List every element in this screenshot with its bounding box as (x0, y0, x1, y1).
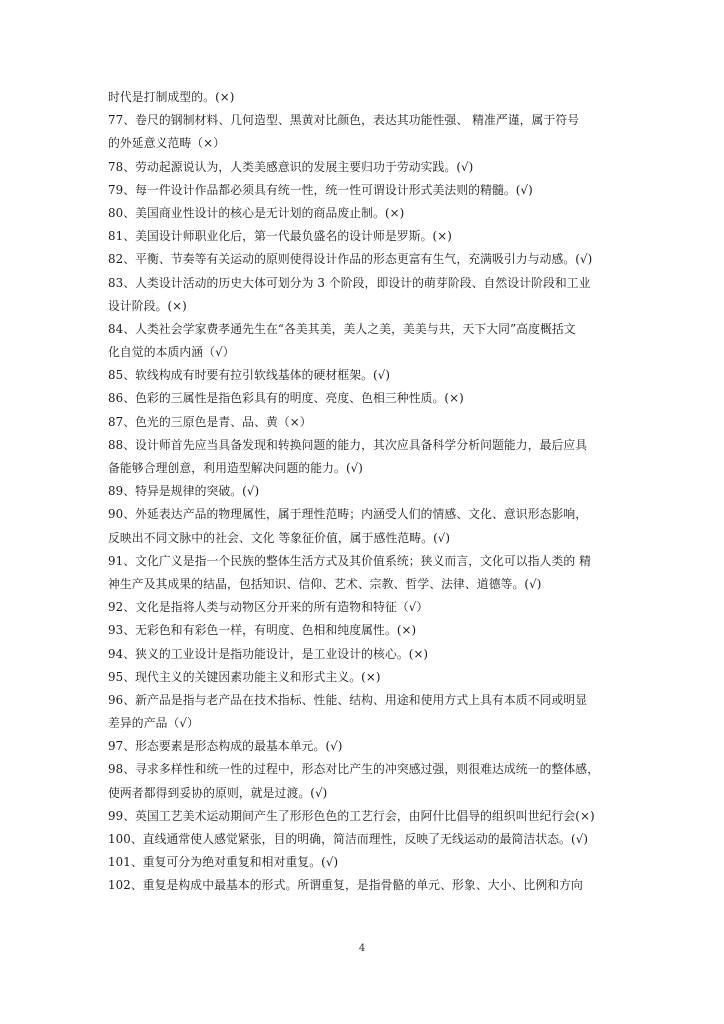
text-line: 102、重复是构成中最基本的形式。所谓重复，是指骨骼的单元、形象、大小、比例和方向 (108, 878, 583, 893)
text-line: 91、文化广义是指一个民族的整体生活方式及其价值系统；狭义而言，文化可以指人类的 精 (108, 553, 592, 568)
document-body (108, 86, 628, 898)
text-line: 反映出不同文脉中的社会、文化 等象征价值，属于感性范畴。(√) (108, 530, 451, 545)
text-line: 的外延意义范畴（×） (108, 136, 226, 151)
text-line: 79、每一件设计作品都必须具有统一性，统一性可谓设计形式美法则的精髓。(√) (108, 182, 533, 197)
text-line: 92、文化是指将人类与动物区分开来的所有造物和特征（√） (108, 600, 429, 615)
text-line: 89、特异是规律的突破。(√) (108, 484, 260, 499)
text-line: 差异的产品（√） (108, 716, 199, 731)
text-line: 77、卷尺的钢制材料、几何造型、黑黄对比颜色，表达其功能性强、 精准严谨，属于符号 (108, 113, 580, 128)
text-line: 99、英国工艺美术运动期间产生了形形色色的工艺行会，由阿什比倡导的组织叫世纪行会(×) (108, 808, 595, 823)
text-line: 86、色彩的三属性是指色彩具有的明度、亮度、色相三种性质。(×) (108, 391, 464, 406)
text-line: 93、无彩色和有彩色一样，有明度、色相和纯度属性。(×) (108, 623, 417, 638)
text-line: 100、直线通常使人感觉紧张，目的明确，简洁而理性，反映了无线运动的最简洁状态。(√) (108, 832, 589, 846)
text-line: 95、现代主义的关键因素功能主义和形式主义。(×) (108, 669, 381, 684)
text-line: 96、新产品是指与老产品在技术指标、性能、结构、用途和使用方式上具有本质不同或明显 (108, 692, 588, 707)
text-line: 83、人类设计活动的历史大体可划分为 3 个阶段，即设计的萌芽阶段、自然设计阶段和工业 (108, 275, 591, 290)
text-line: 88、设计师首先应当具备发现和转换问题的能力，其次应具备科学分析问题能力，最后应具 (108, 437, 588, 452)
text-line: 81、美国设计师职业化后，第一代最负盛名的设计师是罗斯。(×) (108, 229, 452, 244)
text-line: 78、劳动起源说认为，人类美感意识的发展主要归功于劳动实践。(√) (108, 159, 474, 174)
text-line: 84、人类社会学家费孝通先生在“各美其美，美人之美，美美与共，天下大同”高度概括文 (108, 321, 576, 336)
text-line: 101、重复可分为绝对重复和相对重复。(√) (108, 855, 339, 870)
text-line: 时代是打制成型的。(×) (108, 90, 235, 104)
page-number: 4 (358, 943, 366, 954)
text-line: 80、美国商业性设计的核心是无计划的商品废止制。(×) (108, 205, 405, 220)
text-line: 神生产及其成果的结晶，包括知识、信仰、艺术、宗教、哲学、法律、道德等。(√) (108, 576, 542, 591)
text-line: 85、软线构成有时要有拉引软线基体的硬材框架。(√) (108, 368, 391, 383)
text-line: 化自觉的本质内涵（√） (108, 345, 235, 360)
text-line: 82、平衡、节奏等有关运动的原则使得设计作品的形态更富有生气，充满吸引力与动感。(√) (108, 252, 593, 267)
text-line: 使两者都得到妥协的原则，就是过渡。(√) (108, 785, 328, 800)
text-line: 备能够合理创意，利用造型解决问题的能力。(√) (108, 461, 363, 475)
text-line: 设计阶段。(×) (108, 298, 187, 313)
text-line: 97、形态要素是形态构成的最基本单元。(√) (108, 739, 343, 754)
text-line: 87、色光的三原色是青、品、黄（×） (108, 414, 312, 429)
text-line: 90、外延表达产品的物理属性，属于理性范畴；内涵受人们的情感、文化、意识形态影响， (108, 507, 588, 522)
text-line: 98、寻求多样性和统一性的过程中，形态对比产生的冲突感过强，则很难达成统一的整体感， (108, 762, 600, 777)
text-line: 94、狭义的工业设计是指功能设计，是工业设计的核心。(×) (108, 646, 429, 661)
